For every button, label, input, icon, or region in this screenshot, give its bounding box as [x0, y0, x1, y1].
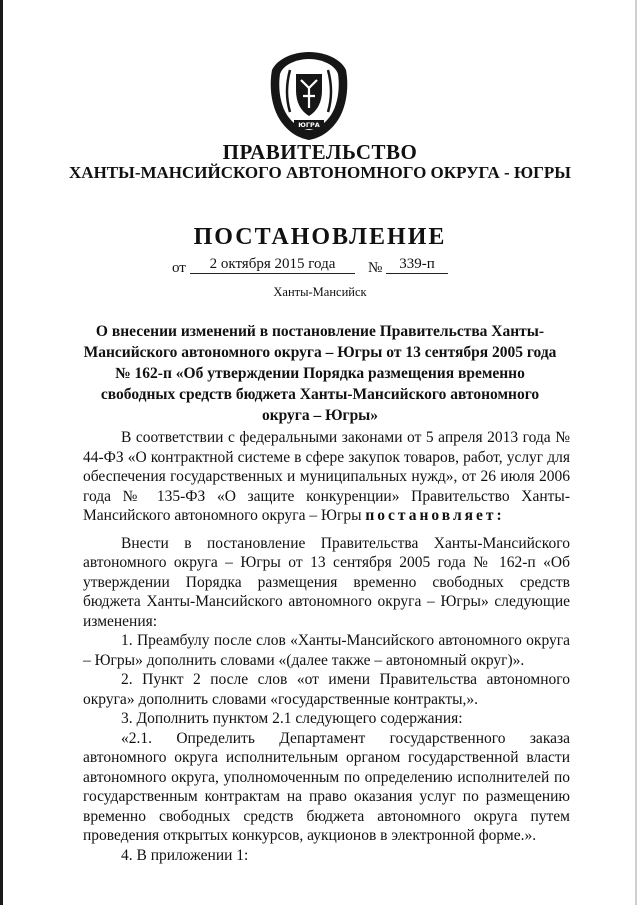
paragraph-preamble	[83, 428, 570, 526]
paragraph-item-3: 3. Дополнить пунктом 2.1 следующего содержания:	[121, 710, 463, 727]
document-type: ПОСТАНОВЛЕНИЕ	[193, 224, 447, 250]
paragraph-item-2: 2. Пункт 2 после слов «от имени Правительства автономного округа» дополнить словами «государственные контракты,».	[83, 671, 570, 708]
coat-of-arms-emblem	[268, 50, 350, 142]
document-date: 2 октября 2015 года	[190, 256, 355, 274]
paragraph-item-1: 1. Преамбулу после слов «Ханты-Мансийского автономного округа – Югры» дополнить словами «(далее также – автономный округ)».	[83, 632, 570, 669]
resolution-word: постановляет:	[365, 507, 505, 524]
scan-right-edge	[635, 0, 637, 905]
scan-left-edge	[0, 0, 3, 905]
paragraph-item-4: 4. В приложении 1:	[121, 846, 249, 864]
paragraph-amend: Внести в постановление Правительства Ханты-Мансийского автономного округа – Югры от 13 сентября 2005 года № 162-п «Об утверждении Порядка размещения временно свободных средств бюджета Ханты-Мансийского автономного округа – Югры» следующие изменения:	[83, 534, 570, 630]
document-subject: О внесении изменений в постановление Правительства Ханты-Мансийского автономного округа – Югры от 13 сентября 2005 года № 162-п «Об утверждении Порядка размещения временно свободных средств бюджета Ханты-Мансийского автономного округа – Югры»	[83, 323, 557, 424]
government-title: ПРАВИТЕЛЬСТВО	[222, 140, 418, 164]
preamble-text: В соответствии с федеральными законами от 5 апреля 2013 года № 44-ФЗ «О контрактной системе в сфере закупок товаров, работ, услуг для обеспечения государственных и муниципальных нужд», от 26 июля 2006 года № 135-ФЗ «О защите конкуренции» Правительство Ханты-Мансийского автономного округа – Югры	[83, 429, 570, 524]
document-number: 339-п	[386, 256, 448, 274]
paragraph-item-3-quote: «2.1. Определить Департамент государственного заказа автономного округа исполнительным органом государственной власти автономного округа, уполномоченным по определению исполнителей по государственным контрактам на право оказания услуг по размещению временно свободных средств бюджета автономного округа путем проведения открытых конкурсов, аукционов в электронной форме.».	[83, 729, 570, 844]
place-of-issue: Ханты-Мансийск	[273, 285, 367, 299]
region-title: ХАНТЫ-МАНСИЙСКОГО АВТОНОМНОГО ОКРУГА - ЮГРЫ	[69, 163, 571, 182]
date-prefix: от	[172, 260, 186, 276]
number-prefix: №	[368, 260, 383, 276]
svg-text:ЮГРА: ЮГРА	[298, 121, 320, 129]
document-body	[83, 428, 570, 865]
